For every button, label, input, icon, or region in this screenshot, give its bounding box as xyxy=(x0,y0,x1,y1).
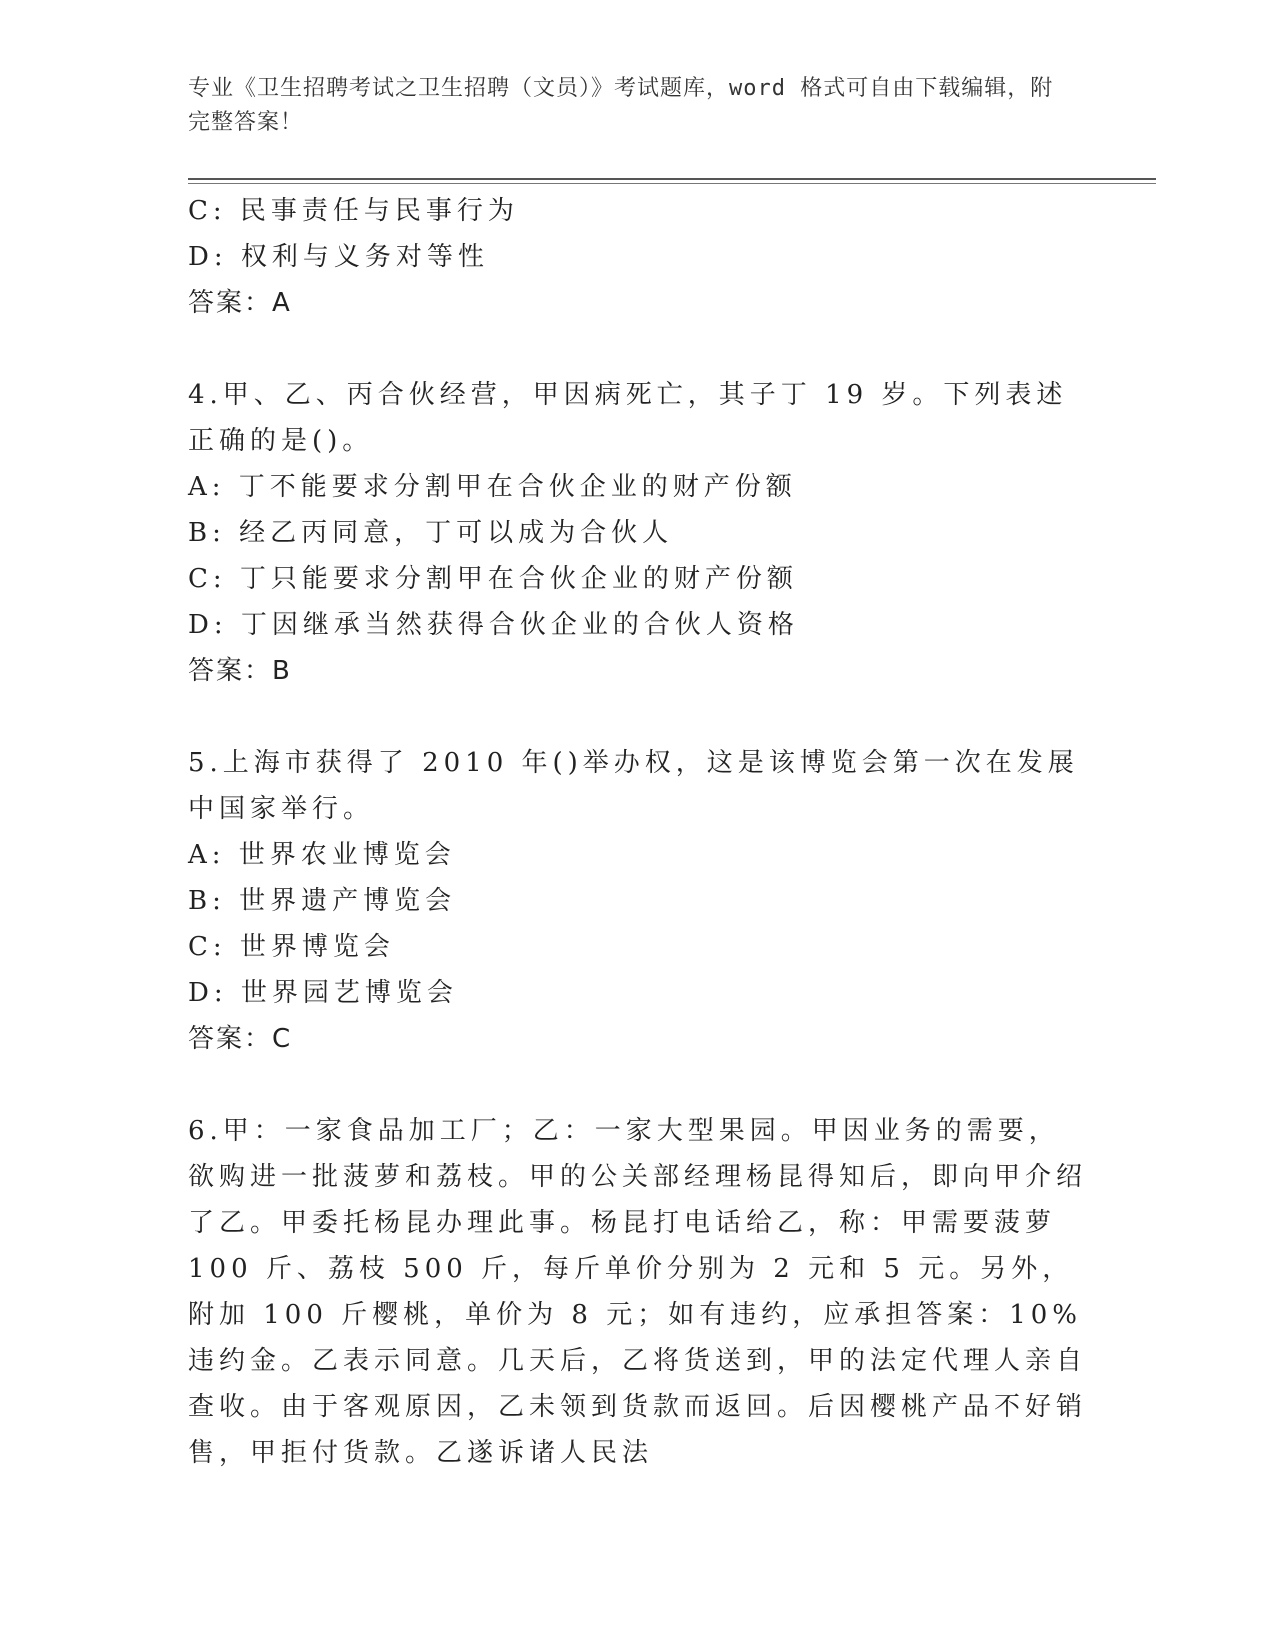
option-a: A: 世界农业博览会 xyxy=(188,840,456,870)
answer-label: 答案：A xyxy=(188,288,292,318)
question-4 xyxy=(188,372,1088,694)
option-c: C: 民事责任与民事行为 xyxy=(188,196,519,226)
answer-label: 答案：C xyxy=(188,1024,293,1054)
option-d: D: 丁因继承当然获得合伙企业的合伙人资格 xyxy=(188,610,799,640)
option-b: B: 经乙丙同意，丁可以成为合伙人 xyxy=(188,518,674,548)
question-3-fragment xyxy=(188,188,1088,326)
header-divider xyxy=(188,178,1156,180)
option-a: A: 丁不能要求分割甲在合伙企业的财产份额 xyxy=(188,472,797,502)
question-6 xyxy=(188,1108,1088,1476)
document-header xyxy=(188,72,1068,140)
question-5 xyxy=(188,740,1088,1062)
question-text: 5.上海市获得了 2010 年()举办权，这是该博览会第一次在发展中国家举行。 xyxy=(188,748,1079,824)
option-b: B: 世界遗产博览会 xyxy=(188,886,457,916)
option-c: C: 丁只能要求分割甲在合伙企业的财产份额 xyxy=(188,564,798,594)
question-content xyxy=(188,188,1088,1476)
option-d: D: 权利与义务对等性 xyxy=(188,242,489,272)
option-c: C: 世界博览会 xyxy=(188,932,395,962)
header-divider-thin xyxy=(188,183,1156,184)
answer-label: 答案：B xyxy=(188,656,292,686)
question-text: 6.甲：一家食品加工厂；乙：一家大型果园。甲因业务的需要，欲购进一批菠萝和荔枝。甲的公关部经理杨昆得知后，即向甲介绍了乙。甲委托杨昆办理此事。杨昆打电话给乙，称：甲需要菠萝 100 斤、荔枝 500 斤，每斤单价分别为 2 元和 5 元。另外，附加 100 斤樱桃，单价为 8 元；如有违约，应承担答案：10%违约金。乙表示同意。几天后，乙将货送到，甲的法定代理人亲自查收。由于客观原因，乙未领到货款而返回。后因樱桃产品不好销售，甲拒付货款。乙遂诉诸人民法 xyxy=(188,1116,1088,1468)
option-d: D: 世界园艺博览会 xyxy=(188,978,458,1008)
question-text: 4.甲、乙、丙合伙经营，甲因病死亡，其子丁 19 岁。下列表述正确的是()。 xyxy=(188,380,1068,456)
header-title: 专业《卫生招聘考试之卫生招聘（文员）》考试题库，word 格式可自由下载编辑，附完整答案！ xyxy=(188,76,1054,135)
